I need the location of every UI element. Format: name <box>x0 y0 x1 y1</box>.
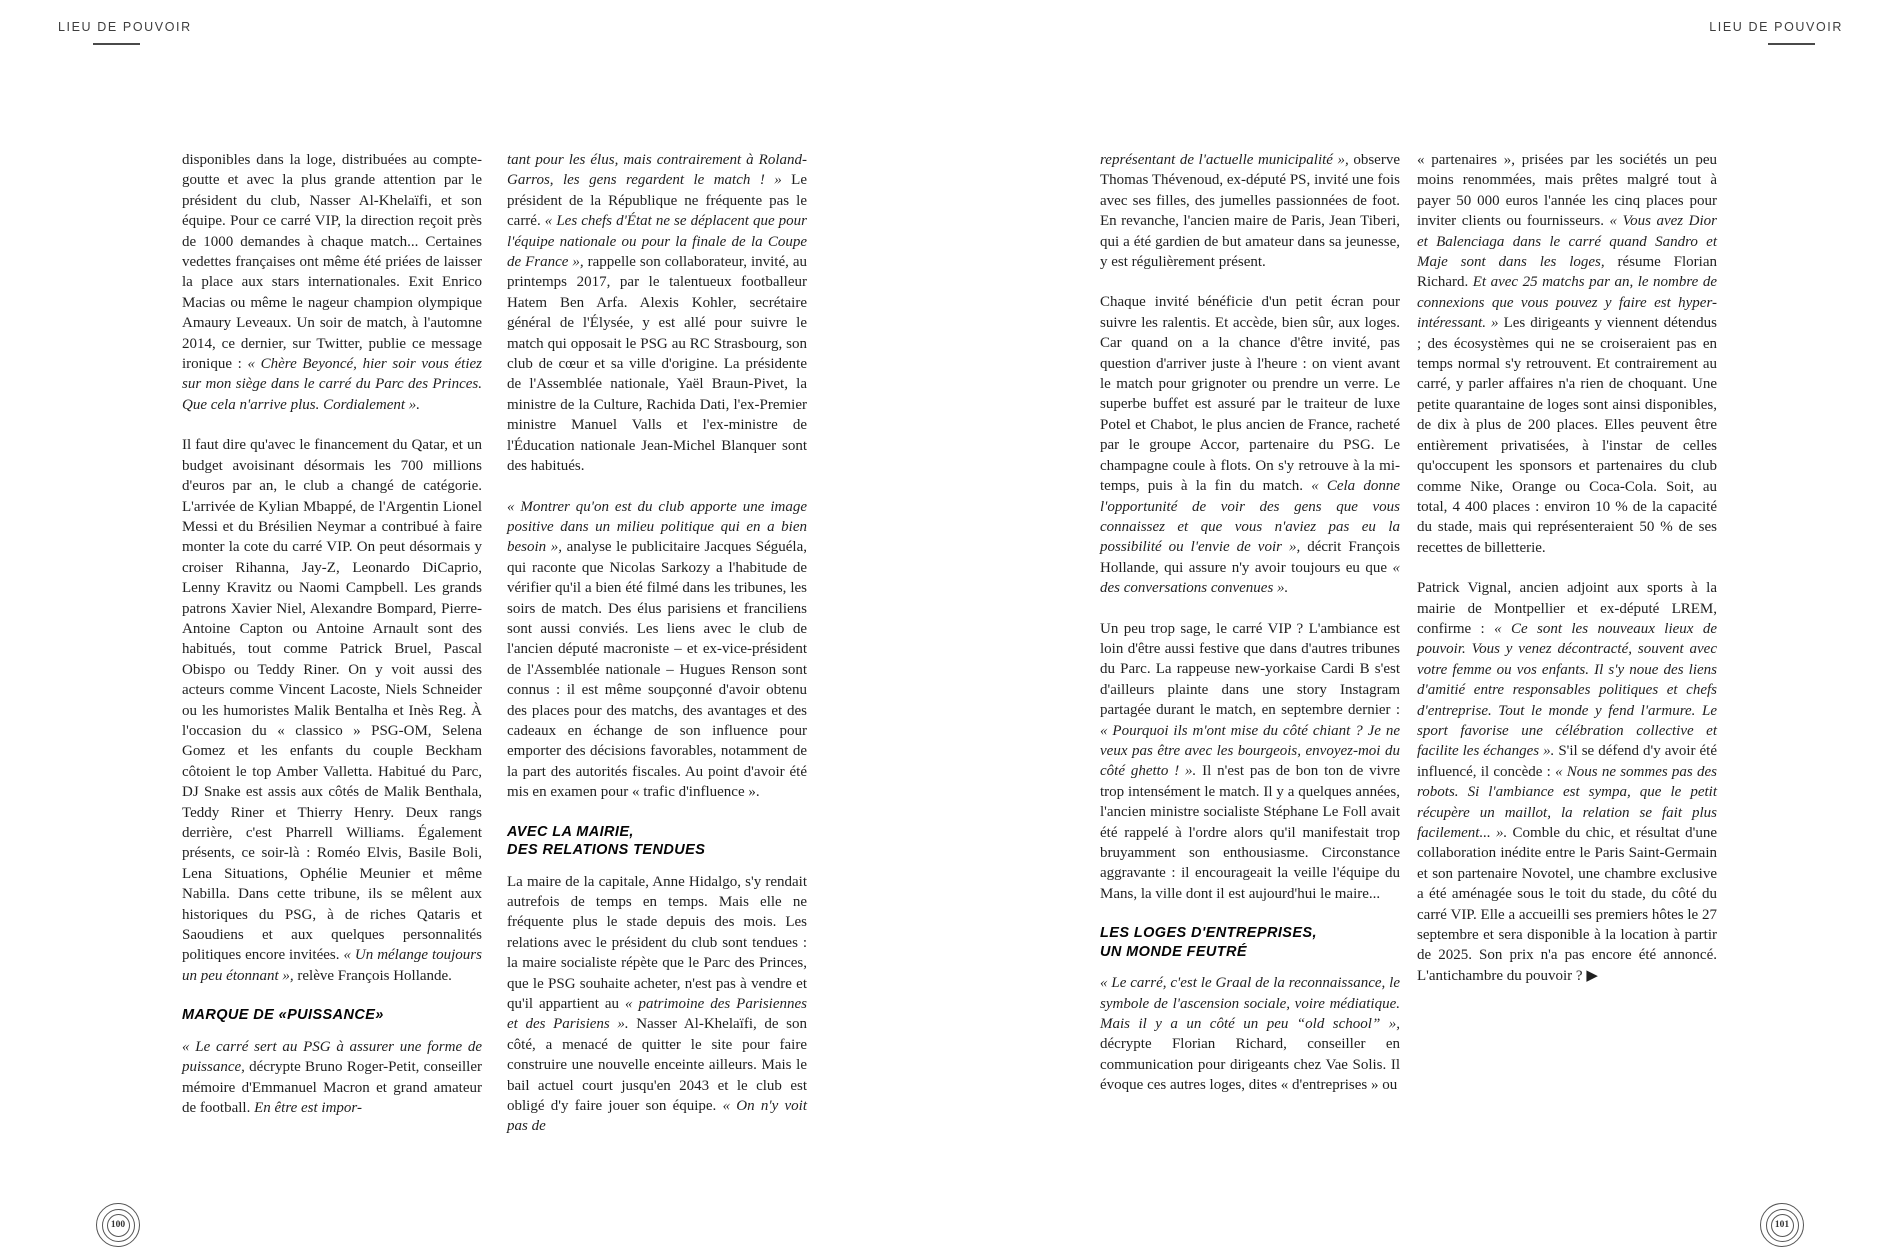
page-number-badge-right <box>1760 1203 1804 1247</box>
running-header-left: LIEU DE POUVOIR <box>58 20 192 34</box>
paragraph: Il faut dire qu'avec le financement du Qatar, et un budget avoisinant désormais les 700 millions d'euros par an, le club a changé de catégorie. L'arrivée de Kylian Mbappé, de l'Argentin Lionel Messi et du Brésilien Neymar a contribué à faire monter la cote du carré VIP. On peut désormais y croiser Rihanna, Jay-Z, Leonardo DiCaprio, Lenny Kravitz ou Naomi Campbell. Les grands patrons Xavier Niel, Alexandre Bompard, Pierre-Antoine Capton ou Antoine Arnault sont des habitués, tout comme Patrick Bruel, Pascal Obispo ou Teddy Riner. On y voit aussi des acteurs comme Vincent Lacoste, Niels Schneider ou les humoristes Malik Bentalha et Inès Reg. À l'occasion du « classico » PSG-OM, Selena Gomez et les enfants du couple Beckham côtoient le top Amber Valletta. Habitué du Parc, DJ Snake est assis aux côtés de Malik Benthala, Teddy Riner et Thierry Henry. Deux rangs derrière, c'est Pharrell Williams. Également présents, ce soir-là : Roméo Elvis, Basile Boli, Lena Situations, Ophélie Meunier et même Nabilla. Dans cette tribune, ils se mêlent aux historiques du PSG, à de riches Qataris et Saoudiens et aux quelques personnalités politiques encore invitées. « Un mélange toujours un peu étonnant », relève François Hollande. <box>182 437 482 984</box>
page-number-badge-left <box>96 1203 140 1247</box>
paragraph: « Le carré, c'est le Graal de la reconnaissance, le symbole de l'ascension sociale, voire médiatique. Mais il y a un côté un peu “old school” », décrypte Florian Richard, conseiller en communication pour dirigeants chez Vae Solis. Il évoque ces autres loges, dites « d'entreprises » ou <box>1100 975 1400 1094</box>
paragraph: « Le carré sert au PSG à assurer une forme de puissance, décrypte Bruno Roger-Petit, conseiller mémoire d'Emmanuel Macron et grand amateur de football. En être est impor- <box>182 1038 482 1116</box>
article-column-4 <box>1417 150 1717 1006</box>
paragraph: représentant de l'actuelle municipalité », observe Thomas Thévenoud, ex-député PS, invité une fois avec ses filles, des jumelles passionnées de foot. En revanche, l'ancien maire de Paris, Jean Tiberi, qui a été gardien de but amateur dans sa jeunesse, y est régulièrement présent. <box>1100 152 1400 271</box>
paragraph: « partenaires », prisées par les sociétés un peu moins renommées, mais prêtes malgré tout à payer 50 000 euros l'année les cinq places pour inviter clients ou fournisseurs. « Vous avez Dior et Balenciaga dans le carré quand Sandro et Maje sont dans les loges, résume Florian Richard. Et avec 25 matchs par an, le nombre de connexions que vous pouvez y faire est hyper-intéressant. » Les dirigeants y viennent détendus ; des écosystèmes qui ne se croiseraient pas en temps normal s'y retrouvent. Et contrairement au carré, y parler affaires n'a rien de choquant. Une petite quarantaine de loges sont ainsi disponibles, de dix à plus de 200 places. Elles peuvent être entièrement privatisées, à l'instar de celles qu'occupent les sponsors et partenaires du club comme Nike, Orange ou Coca-Cola. Soit, au total, 4 400 places : environ 10 % de la capacité du stade, mais qui représenteraient 50 % de ses recettes de billetterie. <box>1417 152 1718 556</box>
page-number: 100 <box>107 1214 130 1237</box>
paragraph: Patrick Vignal, ancien adjoint aux sports à la mairie de Montpellier et ex-député LREM, confirme : « Ce sont les nouveaux lieux de pouvoir. Vous y venez décontracté, souvent avec votre femme ou vos enfants. Il s'y noue des liens d'amitié entre responsables politiques et chefs d'entreprise. Tout le monde y fend l'armure. Le sport favorise une célébration collective et facilite les échanges ». S'il se défend d'y avoir été influencé, il concède : « Nous ne sommes pas des robots. Si l'ambiance est sympa, que le petit récupère un maillot, la relation se fait plus facilement... ». Comble du chic, et résultat d'une collaboration inédite entre le Paris Saint-Germain et son partenaire Novotel, une chambre exclusive a été aménagée sous le toit du stade, du côté du carré VIP. Elle a accueilli ses premiers hôtes le 27 septembre et sera disponible à la location à partir de 2025. Son prix n'a pas encore été annoncé. L'antichambre du pouvoir ? ▶ <box>1417 580 1717 984</box>
running-header-right-rule <box>1768 43 1815 45</box>
section-heading: MARQUE DE «PUISSANCE» <box>182 1007 384 1024</box>
paragraph: disponibles dans la loge, distribuées au compte-goutte et avec la plus grande attention par le président du club, Nasser Al-Khelaïfi, et son équipe. Pour ce carré VIP, la direction reçoit près de 1000 demandes à chaque match... Certaines vedettes françaises ont même été priées de laisser la place aux stars internationales. Exit Enrico Macias ou même le nageur champion olympique Amaury Leveaux. Un soir de match, à l'automne 2014, ce dernier, sur Twitter, publie ce message ironique : « Chère Beyoncé, hier soir vous étiez sur mon siège dans le carré du Parc des Princes. Que cela n'arrive plus. Cordialement ». <box>182 152 483 413</box>
page-number: 101 <box>1771 1214 1794 1237</box>
concentric-rings-icon <box>1766 1209 1799 1242</box>
paragraph: « Montrer qu'on est du club apporte une image positive dans un milieu politique qui en a bien besoin », analyse le publicitaire Jacques Séguéla, qui raconte que Nicolas Sarkozy a l'habitude de vérifier qu'il a bien été filmé dans les tribunes, les soirs de match. Des élus parisiens et franciliens sont aussi conviés. Les liens avec le club de l'ancien député macroniste – et ex-vice-président de l'Assemblée nationale – Hugues Renson sont connus : il est même soupçonné d'avoir obtenu des places pour des matchs, des avantages et des cadeaux en échange de son influence pour emporter des décisions favorables, notamment de la part des autorités fiscales. Au point d'avoir été mis en examen pour « trafic d'influence ». <box>507 498 807 801</box>
paragraph: Chaque invité bénéficie d'un petit écran pour suivre les ralentis. Et accède, bien sûr, aux loges. Car quand on a la chance d'être invité, pas question d'arriver juste à l'heure : on vient avant le match pour grignoter ou prendre un verre. Le superbe buffet est assuré par le traiteur de luxe Potel et Chabot, le plus ancien de France, racheté par le groupe Accor, partenaire du PSG. Le champagne coule à flots. On s'y retrouve à la mi-temps, puis à la fin du match. « Cela donne l'opportunité de voir des gens que vous connaissez et que vous n'aviez pas eu la possibilité ou l'envie de voir », décrit François Hollande, qui assure n'y avoir toujours eu que « des conversations convenues ». <box>1100 294 1400 597</box>
section-heading: LES LOGES D'ENTREPRISES, UN MONDE FEUTRÉ <box>1100 925 1317 960</box>
paragraph: Un peu trop sage, le carré VIP ? L'ambiance est loin d'être aussi festive que dans d'autres tribunes du Parc. La rappeuse new-yorkaise Cardi B s'est d'ailleurs plainte dans une story Instagram partagée durant le match, en septembre dernier : « Pourquoi ils m'ont mise du côté chiant ? Je ne veux pas être avec les bourgeois, envoyez-moi du côté ghetto ! ». Il n'est pas de bon ton de vivre trop intensément le match. Il y a quelques années, l'ancien ministre socialiste Stéphane Le Foll avait été rappelé à l'ordre alors qu'il manifestait trop bruyamment son enthousiasme. Circonstance aggravante : il encourageait la veille l'équipe du Mans, la ville dont il est aujourd'hui le maire... <box>1100 620 1400 902</box>
running-header-left-rule <box>93 43 140 45</box>
paragraph: tant pour les élus, mais contrairement à Roland-Garros, les gens regardent le match ! » Le président de la République ne fréquente pas le carré. « Les chefs d'État ne se déplacent que pour l'équipe nationale ou pour la finale de la Coupe de France », rappelle son collaborateur, invité, au printemps 2017, par le talentueux footballeur Hatem Ben Arfa. Alexis Kohler, secrétaire général de l'Élysée, y est allé pour suivre le match qui opposait le PSG au RC Strasbourg, son club de cœur et sa ville d'origine. La présidente de l'Assemblée nationale, Yaël Braun-Pivet, la ministre de la Culture, Rachida Dati, l'ex-Premier ministre Manuel Valls et l'ex-ministre de l'Éducation nationale Jean-Michel Blanquer sont des habitués. <box>507 152 807 475</box>
article-column-1 <box>182 150 482 1138</box>
section-heading: AVEC LA MAIRIE, DES RELATIONS TENDUES <box>507 823 706 859</box>
paragraph: La maire de la capitale, Anne Hidalgo, s'y rendait autrefois de temps en temps. Mais elle ne fréquente plus le stade depuis des mois. Les relations avec le président du club sont tendues : la maire socialiste répète que le Parc des Princes, que le PSG souhaite acheter, n'est pas à vendre et qu'il appartient au « patrimoine des Parisiennes et des Parisiens ». Nasser Al-Khelaïfi, de son côté, a menacé de quitter le site pour faire construire une nouvelle enceinte ailleurs. Mais le bail actuel court jusqu'en 2043 et le club est obligé d'y faire jouer son équipe. « On n'y voit pas de <box>507 873 808 1135</box>
article-column-3 <box>1100 150 1400 1116</box>
running-header-right: LIEU DE POUVOIR <box>1709 20 1843 34</box>
article-column-2 <box>507 150 807 1157</box>
concentric-rings-icon <box>102 1209 135 1242</box>
